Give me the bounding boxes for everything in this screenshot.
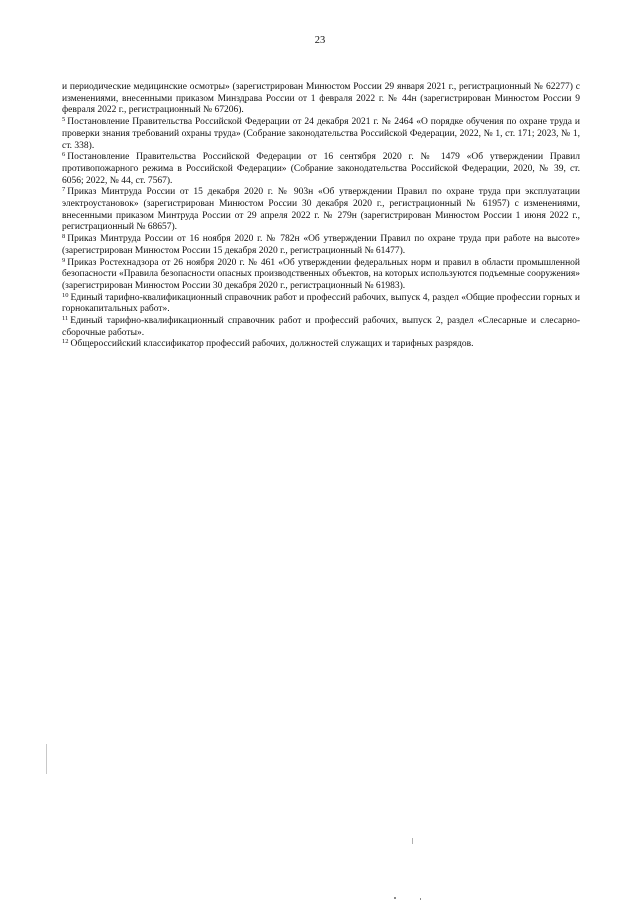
footnote-8 bbox=[62, 234, 580, 257]
footnote-marker: 12 bbox=[62, 338, 69, 346]
footnote-text: Единый тарифно-квалификационный справочник работ и профессий рабочих, выпуск 4, раздел «Общие профессии горных и горнокапитальных работ». bbox=[62, 292, 580, 315]
footnote-7 bbox=[62, 187, 580, 234]
scan-artifact bbox=[420, 898, 421, 900]
footnote-marker: 9 bbox=[62, 256, 66, 264]
footnotes-block bbox=[62, 82, 580, 351]
footnote-marker: 10 bbox=[62, 291, 69, 299]
footnote-5 bbox=[62, 117, 580, 152]
footnote-marker: 6 bbox=[62, 151, 66, 159]
page-number: 23 bbox=[314, 35, 326, 46]
footnote-9 bbox=[62, 258, 580, 293]
scan-artifact bbox=[46, 744, 47, 774]
footnote-11 bbox=[62, 316, 580, 339]
footnote-text: Приказ Минтруда России от 15 декабря 2020 г. № 903н «Об утверждении Правил по охране труда при эксплуатации электроустановок» (зарегистрирован Минюстом России 30 декабря 2020 г., регистрационный № 61957) с изменениями, внесенными приказом Минтруда России от 29 апреля 2022 г. № 279н (зарегистрирован Минюстом России 1 июня 2022 г., регистрационный № 68657). bbox=[62, 187, 580, 233]
footnote-12 bbox=[62, 339, 580, 351]
footnote-10 bbox=[62, 293, 580, 316]
footnote-text: Единый тарифно-квалификационный справочник работ и профессий рабочих, выпуск 2, раздел «Слесарные и слесарно-сборочные работы». bbox=[62, 316, 580, 338]
footnote-text: Постановление Правительства Российской Федерации от 16 сентября 2020 г. № 1479 «Об утверждении Правил противопожарного режима в Российской Федерации» (Собрание законодательства Российской Федерации, 2020, № 39, ст. 6056; 2022, № 44, ст. 7567). bbox=[62, 152, 580, 186]
footnote-marker: 7 bbox=[62, 186, 66, 194]
footnote-text: Приказ Минтруда России от 16 ноября 2020 г. № 782н «Об утверждении Правил по охране труда при работе на высоте» (зарегистрирован Минюстом России 15 декабря 2020 г., регистрационный № 61477). bbox=[62, 234, 580, 256]
footnote-marker: 8 bbox=[62, 233, 66, 241]
scan-artifact bbox=[412, 838, 413, 844]
footnote-marker: 11 bbox=[62, 315, 69, 323]
footnote-6 bbox=[62, 152, 580, 187]
footnote-text: Приказ Ростехнадзора от 26 ноября 2020 г. № 461 «Об утверждении федеральных норм и правил в области промышленной безопасности «Правила безопасности опасных производственных объектов, на которых используются подъемные сооружения» (зарегистрирован Минюстом России 30 декабря 2020 г., регистрационный № 61983). bbox=[62, 257, 580, 291]
scan-artifact bbox=[394, 897, 396, 899]
footnote-text: и периодические медицинские осмотры» (зарегистрирован Минюстом России 29 января 2021 г., регистрационный № 62277) с изменениями, внесенными приказом Минздрава России от 1 февраля 2022 г. № 44н (зарегистрирован Минюстом России 9 февраля 2022 г., регистрационный № 67206). bbox=[62, 82, 580, 116]
footnote-continuation bbox=[62, 82, 580, 117]
footnote-text: Постановление Правительства Российской Федерации от 24 декабря 2021 г. № 2464 «О порядке обучения по охране труда и проверки знания требований охраны труда» (Собрание законодательства Российской Федерации, 2022, № 1, ст. 171; 2023, № 1, ст. 338). bbox=[62, 117, 580, 151]
footnote-text: Общероссийский классификатор профессий рабочих, должностей служащих и тарифных разрядов. bbox=[70, 339, 474, 350]
footnote-marker: 5 bbox=[62, 116, 66, 124]
